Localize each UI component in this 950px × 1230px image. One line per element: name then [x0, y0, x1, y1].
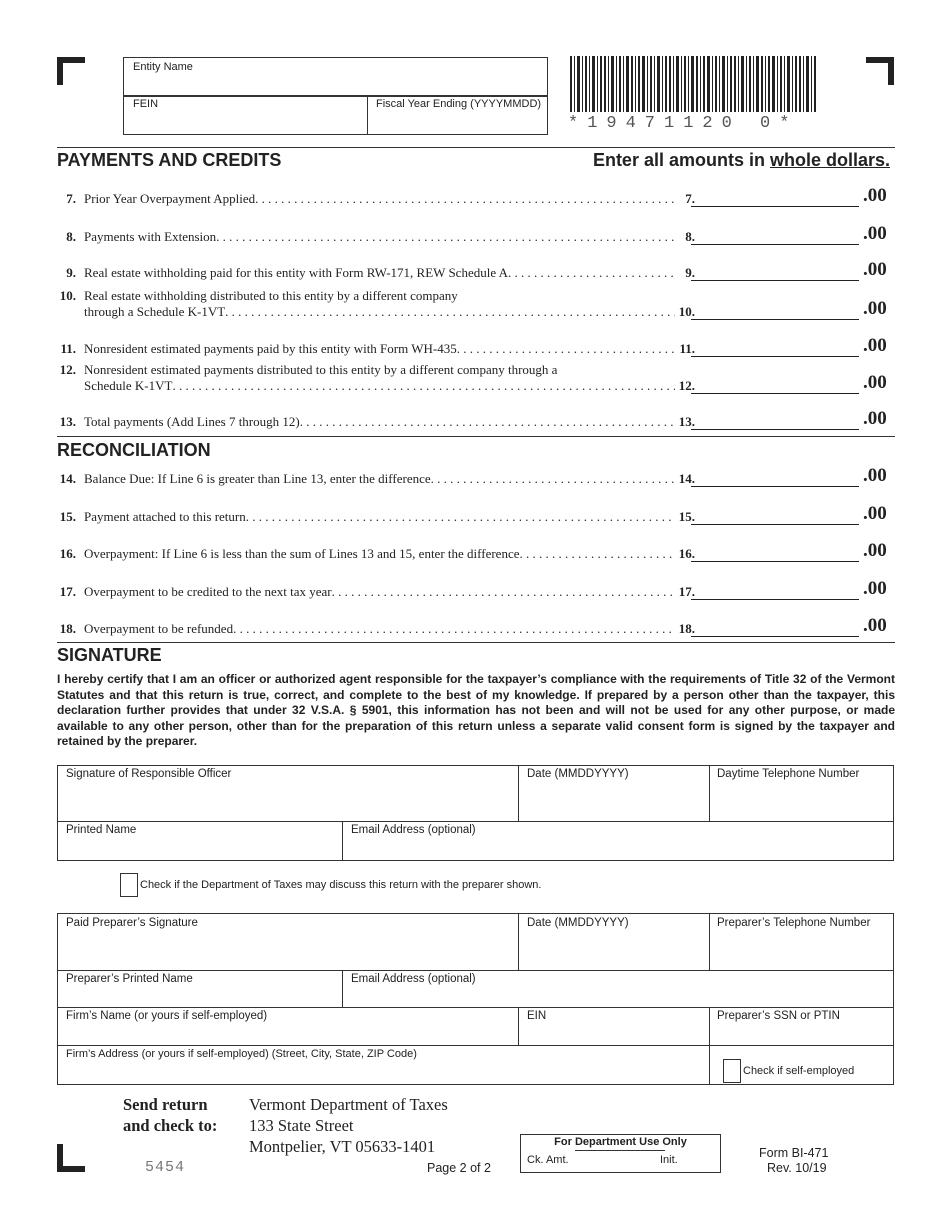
line-item [57, 503, 895, 531]
instruction-emphasis: whole dollars. [769, 150, 890, 170]
line-item [57, 615, 895, 643]
officer-date-field[interactable]: Date (MMDDYYYY) [527, 768, 629, 780]
line-item [57, 223, 895, 251]
line-ref-number: 8. [685, 229, 695, 244]
preparer-phone-field[interactable]: Preparer’s Telephone Number [717, 917, 871, 929]
self-employed-label: Check if self-employed [743, 1065, 855, 1077]
line-ref-number: 11. [679, 341, 695, 356]
fein-label: FEIN [133, 98, 159, 110]
fiscal-year-label: Fiscal Year Ending (YYYYMMDD) [376, 98, 542, 110]
discuss-checkbox[interactable] [120, 873, 138, 897]
prep-divider-1 [57, 970, 894, 971]
line-item [57, 408, 895, 436]
line-description: Overpayment to be refunded . . . [84, 621, 675, 637]
line-item [57, 578, 895, 606]
sig-table-divider [57, 821, 894, 822]
decimal-suffix: .00 [863, 503, 887, 524]
amount-field[interactable] [691, 265, 859, 281]
corner-mark-top-left-v [57, 57, 63, 85]
amount-field[interactable] [691, 584, 859, 600]
amount-field[interactable] [691, 471, 859, 487]
payments-top-rule [57, 147, 895, 148]
amount-field[interactable] [691, 509, 859, 525]
line-description: Payment attached to this return . . . [84, 509, 675, 525]
officer-printed-name-field[interactable]: Printed Name [66, 824, 137, 836]
form-revision: Rev. 10/19 [767, 1161, 827, 1175]
prep-divider-2 [57, 1007, 894, 1008]
line-description: Overpayment to be credited to the next tax year . . . [84, 584, 675, 600]
decimal-suffix: .00 [863, 298, 887, 319]
amount-field[interactable] [691, 341, 859, 357]
line-item [57, 185, 895, 213]
decimal-suffix: .00 [863, 408, 887, 429]
line-ref-number: 10. [678, 304, 695, 319]
line-ref-number: 17. [678, 584, 695, 599]
check-amount-label: Ck. Amt. [527, 1154, 569, 1166]
officer-phone-field[interactable]: Daytime Telephone Number [717, 768, 860, 780]
amount-field[interactable] [691, 378, 859, 394]
line-number: 18. [59, 621, 76, 636]
preparer-printed-name-field[interactable]: Preparer’s Printed Name [66, 973, 193, 985]
sig-table-vline-2 [709, 765, 710, 822]
line-ref-number: 13. [678, 414, 695, 429]
page-number: Page 2 of 2 [427, 1161, 491, 1175]
line-ref-number: 15. [678, 509, 695, 524]
amount-instruction [593, 150, 890, 171]
reconciliation-title: RECONCILIATION [57, 440, 211, 460]
line-description: Overpayment: If Line 6 is less than the sum of Lines 13 and 15, enter the difference . . . [84, 546, 675, 562]
line-ref-number: 7. [685, 191, 695, 206]
decimal-suffix: .00 [863, 335, 887, 356]
sig-table-vline-3 [342, 821, 343, 860]
ein-field[interactable]: EIN [527, 1010, 547, 1022]
line-number: 13. [59, 414, 76, 429]
line-number: 14. [59, 471, 76, 486]
department-use-divider [575, 1150, 665, 1151]
line-description-cont: Schedule K-1VT . . . [84, 378, 675, 394]
amount-field[interactable] [691, 546, 859, 562]
line-item [57, 259, 895, 287]
department-use-title: For Department Use Only [554, 1136, 687, 1148]
mailing-address [249, 1094, 448, 1157]
line-ref-number: 14. [678, 471, 695, 486]
amount-field[interactable] [691, 414, 859, 430]
line-number: 8. [66, 229, 76, 244]
line-item [57, 335, 895, 363]
discuss-label: Check if the Department of Taxes may discuss this return with the preparer shown. [140, 879, 542, 891]
fein-field[interactable] [123, 95, 368, 135]
line-number: 11. [60, 341, 76, 356]
send-return-label [123, 1094, 217, 1136]
firm-name-field[interactable]: Firm’s Name (or yours if self-employed) [66, 1010, 268, 1022]
preparer-signature-field[interactable]: Paid Preparer’s Signature [66, 917, 198, 929]
decimal-suffix: .00 [863, 540, 887, 561]
line-item [57, 465, 895, 493]
officer-email-field[interactable]: Email Address (optional) [351, 824, 476, 836]
line-description: Nonresident estimated payments paid by this entity with Form WH-435 . . . [84, 341, 675, 357]
decimal-suffix: .00 [863, 372, 887, 393]
preparer-ssn-field[interactable]: Preparer’s SSN or PTIN [717, 1010, 840, 1022]
line-ref-number: 16. [678, 546, 695, 561]
address-line-3: Montpelier, VT 05633-1401 [249, 1137, 436, 1156]
firm-address-field[interactable]: Firm’s Address (or yours if self-employed) (Street, City, State, ZIP Code) [66, 1048, 417, 1060]
line-number: 17. [59, 584, 76, 599]
line-number: 12. [59, 362, 76, 377]
amount-field[interactable] [691, 621, 859, 637]
decimal-suffix: .00 [863, 465, 887, 486]
line-number: 15. [59, 509, 76, 524]
line-number: 16. [59, 546, 76, 561]
send-label-line-2: and check to: [123, 1116, 218, 1135]
prep-vline-2 [709, 913, 710, 971]
prep-vline-3 [342, 970, 343, 1008]
decimal-suffix: .00 [863, 578, 887, 599]
line-ref-number: 12. [678, 378, 695, 393]
amount-field[interactable] [691, 191, 859, 207]
line-ref-number: 9. [685, 265, 695, 280]
line-description: Balance Due: If Line 6 is greater than Line 13, enter the difference . . . [84, 471, 675, 487]
signature-top-rule [57, 642, 895, 643]
line-item [57, 540, 895, 568]
amount-field[interactable] [691, 229, 859, 245]
signature-title: SIGNATURE [57, 645, 162, 665]
line-description: Payments with Extension . . . [84, 229, 675, 245]
decimal-suffix: .00 [863, 223, 887, 244]
initials-label: Init. [660, 1154, 678, 1166]
line-ref-number: 18. [678, 621, 695, 636]
decimal-suffix: .00 [863, 259, 887, 280]
instruction-prefix: Enter all amounts in [592, 150, 770, 170]
sig-table-vline-1 [518, 765, 519, 822]
line-description: Prior Year Overpayment Applied . . . [84, 191, 675, 207]
officer-signature-field[interactable]: Signature of Responsible Officer [66, 768, 232, 780]
payments-title: PAYMENTS AND CREDITS [57, 150, 282, 170]
barcode [570, 56, 816, 112]
line-number: 7. [66, 191, 76, 206]
address-line-1: Vermont Department of Taxes [249, 1095, 448, 1114]
line-number: 10. [59, 288, 76, 303]
form-name: Form BI-471 [759, 1146, 829, 1160]
form-code: 5454 [145, 1159, 186, 1176]
send-label-line-1: Send return [123, 1095, 208, 1114]
entity-name-label: Entity Name [133, 61, 193, 73]
amount-field[interactable] [691, 304, 859, 320]
prep-vline-1 [518, 913, 519, 971]
line-description: Real estate withholding paid for this entity with Form RW-171, REW Schedule A . . . [84, 265, 675, 281]
prep-vline-4 [518, 1007, 519, 1046]
line-description: Nonresident estimated payments distributed to this entity by a different company through a [84, 362, 558, 377]
line-number: 9. [66, 265, 76, 280]
decimal-suffix: .00 [863, 185, 887, 206]
decimal-suffix: .00 [863, 615, 887, 636]
reconciliation-top-rule [57, 436, 895, 437]
line-description-cont: through a Schedule K-1VT . . . [84, 304, 675, 320]
line-description: Real estate withholding distributed to this entity by a different company [84, 288, 458, 303]
address-line-2: 133 State Street [249, 1116, 354, 1135]
line-description: Total payments (Add Lines 7 through 12) . . . [84, 414, 675, 430]
line-item [57, 288, 895, 326]
prep-divider-3 [57, 1045, 894, 1046]
prep-vline-5 [709, 1007, 710, 1085]
barcode-number: *19471120 0* [568, 114, 799, 133]
corner-mark-bottom-left-v [57, 1144, 63, 1172]
line-item [57, 362, 895, 400]
certification-text: I hereby certify that I am an officer or authorized agent responsible for the taxpayer’s compliance with the requirements of Title 32 of the Vermont Statutes and that this return is true, correct, and complete to the best of my knowledge. If prepared by a person other than the taxpayer, this declaration further provides that under 32 V.S.A. § 5901, this information has not been and will not be used for any other purpose, or made available to any other person, other than for the preparation of this return unless a separate valid consent form is signed by the taxpayer and retained by the preparer. [57, 672, 895, 748]
corner-mark-top-right-v [888, 57, 894, 85]
preparer-email-field[interactable]: Email Address (optional) [351, 973, 476, 985]
self-employed-checkbox[interactable] [723, 1059, 741, 1083]
preparer-date-field[interactable]: Date (MMDDYYYY) [527, 917, 629, 929]
